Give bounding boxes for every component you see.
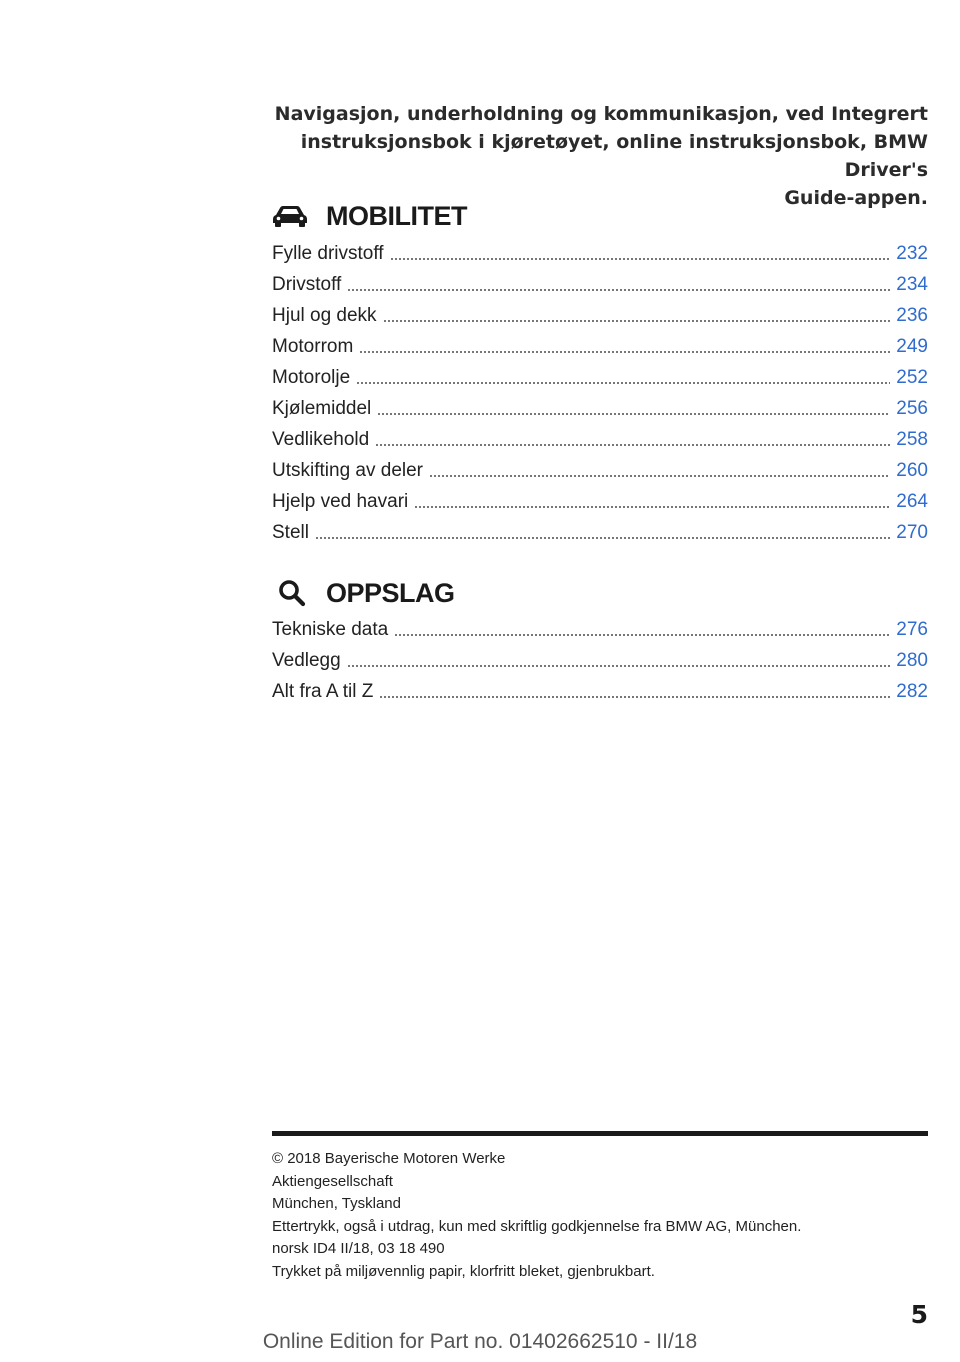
footer-edition-note: Online Edition for Part no. 01402662510 - II/18 [262,1330,698,1353]
imprint-line: Aktiengesellschaft [272,1172,393,1190]
leader-dots [377,413,890,415]
imprint-line: Trykket på miljøvennlig papir, klorfritt bleket, gjenbrukbart. [272,1262,655,1280]
toc-entry[interactable] [272,362,928,393]
toc-page-link[interactable]: 234 [896,273,928,295]
leader-dots [375,444,890,446]
toc-page-link[interactable]: 252 [896,366,928,388]
imprint-line: © 2018 Bayerische Motoren Werke [272,1150,506,1167]
toc-page-link[interactable]: 256 [896,397,928,419]
imprint-block [272,1148,928,1283]
toc-page-link[interactable]: 276 [896,618,928,640]
toc-page-link[interactable]: 258 [896,428,928,450]
toc-entry[interactable] [272,300,928,331]
section-heading-oppslag [272,573,928,613]
toc-entry-label: Drivstoff [272,273,342,295]
toc-entry[interactable] [272,269,928,300]
toc-entry-label: Motorolje [272,366,351,388]
toc-entry-label: Vedlegg [272,649,341,671]
section-title: MOBILITET [326,200,467,231]
page-number: 5 [910,1300,928,1329]
toc-entry[interactable] [272,424,928,455]
toc-entry-label: Hjelp ved havari [272,490,409,512]
intro-line: instruksjonsbok i kjøretøyet, online instruksjonsbok, BMW Driver's [300,131,928,181]
section-heading-mobilitet [272,196,928,236]
intro-line: Navigasjon, underholdning og kommunikasjon, ved Integrert [274,103,928,125]
toc-page-link[interactable]: 249 [896,335,928,357]
toc-entry-label: Utskifting av deler [272,459,424,481]
toc-page-link[interactable]: 264 [896,490,928,512]
toc-entry[interactable] [272,393,928,424]
toc-entry[interactable] [272,238,928,269]
toc-entry-label: Alt fra A til Z [272,680,374,702]
toc-list-mobilitet [272,238,928,548]
toc-page-link[interactable]: 270 [896,521,928,543]
toc-entry[interactable] [272,486,928,517]
toc-entry[interactable] [272,645,928,676]
toc-page-link[interactable]: 236 [896,304,928,326]
section-title: OPPSLAG [326,577,455,608]
leader-dots [359,351,890,353]
toc-page-link[interactable]: 260 [896,459,928,481]
imprint-line: norsk ID4 II/18, 03 18 490 [272,1240,445,1257]
toc-entry-label: Kjølemiddel [272,397,372,419]
toc-entry-label: Motorrom [272,335,354,357]
leader-dots [347,665,891,667]
search-icon [272,578,312,608]
leader-dots [379,696,890,698]
leader-dots [429,475,890,477]
toc-entry-label: Stell [272,521,309,543]
leader-dots [394,634,890,636]
intro-line: Guide-appen. [784,187,928,209]
imprint-line: München, Tyskland [272,1195,401,1212]
toc-entry[interactable] [272,676,928,707]
toc-entry[interactable] [272,455,928,486]
toc-entry[interactable] [272,517,928,548]
toc-entry[interactable] [272,331,928,362]
divider-rule [272,1131,928,1136]
leader-dots [315,537,890,539]
leader-dots [390,258,891,260]
toc-page-link[interactable]: 282 [896,680,928,702]
car-icon [272,201,312,231]
toc-list-oppslag [272,614,928,707]
leader-dots [356,382,890,384]
imprint-line: Ettertrykk, også i utdrag, kun med skriftlig godkjennelse fra BMW AG, München. [272,1217,802,1235]
toc-entry[interactable] [272,614,928,645]
toc-entry-label: Vedlikehold [272,428,370,450]
leader-dots [414,506,890,508]
toc-page-link[interactable]: 232 [896,242,928,264]
toc-entry-label: Fylle drivstoff [272,242,384,264]
leader-dots [347,289,890,291]
leader-dots [383,320,891,322]
toc-entry-label: Hjul og dekk [272,304,377,326]
toc-entry-label: Tekniske data [272,618,389,640]
toc-page-link[interactable]: 280 [896,649,928,671]
